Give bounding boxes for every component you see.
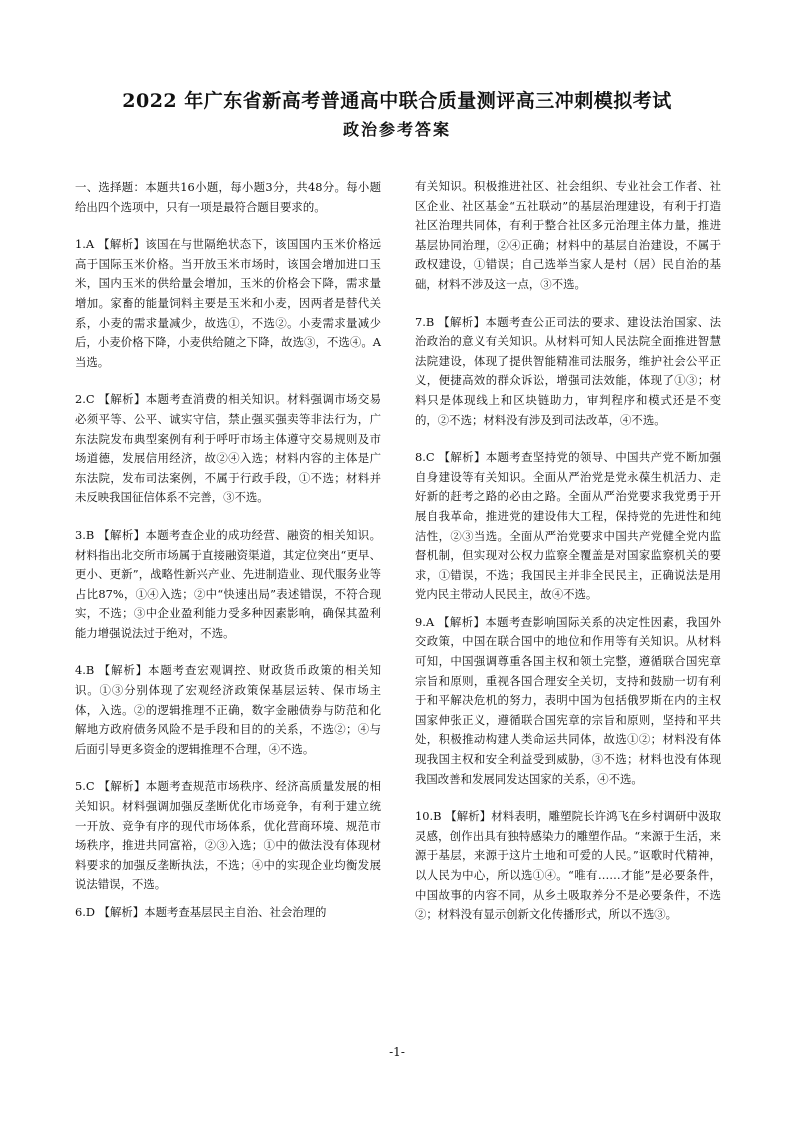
document-subtitle: 政治参考答案: [342, 120, 451, 139]
answer-item-3: 3.B 【解析】本题考查企业的成功经营、融资的相关知识。材料指出北交所市场属于直接融资渠道，其定位突出“更早、更小、更新”，战略性新兴产业、先进制造业、现代服务业等占比87%，①④入选；②中“快速出局”表述错误，不符合现实，不选；③中企业盈利能力受多种因素影响，确保其盈利能力增强说法过于绝对，不选。: [75, 527, 381, 640]
answer-item-2: 2.C 【解析】本题考查消费的相关知识。材料强调市场交易必须平等、公平、诚实守信，禁止强买强卖等非法行为，广东法院发布典型案例有利于呼吁市场主体遵守交易规则及市场道德，发展信用经济，故②④入选；材料内容的主体是广东法院，发布司法案例，不属于行政手段，①不选；材料并未反映我国征信体系不完善，③不选。: [75, 392, 381, 505]
answer-item-10: 10.B 【解析】材料表明，雕塑院长许鸿飞在乡村调研中汲取灵感，创作出具有独特感染力的雕塑作品。“来源于生活，来源于基层，来源于这片土地和可爱的人民。”讴歌时代精神，以人民为中心，所以选①④。“唯有……才能”是必要条件，中国故事的内容不同，从乡土吸取养分不是必要条件，不选②；材料没有显示创新文化传播形式，所以不选③。: [415, 809, 721, 922]
answer-item-5: 5.C 【解析】本题考查规范市场秩序、经济高质量发展的相关知识。材料强调加强反垄断优化市场竞争，有利于建立统一开放、竞争有序的现代市场体系，优化营商环境、规范市场秩序，推进共同富裕，②③入选；①中的做法没有体现材料要求的加强反垄断执法，不选；④中的实现企业均衡发展说法错误，不选。: [75, 779, 381, 892]
answer-item-8: 8.C 【解析】本题考查坚持党的领导、中国共产党不断加强自身建设等有关知识。全面从严治党是党永葆生机活力、走好新的赶考之路的必由之路。全面从严治党要求我党勇于开展自我革命，推进党的建设伟大工程，保持党的先进性和纯洁性，②③当选。全面从严治党要求中国共产党健全党内监督机制，但实现对公权力监察全覆盖是对国家监察机关的要求，①错误，不选；我国民主并非全民民主，正确说法是用党内民主带动人民民主，故④不选。: [415, 450, 721, 602]
answer-item-1: 1.A 【解析】该国在与世隔绝状态下，该国国内玉米价格远高于国际玉米价格。当开放玉米市场时，该国会增加进口玉米，国内玉米的供给量会增加，玉米的价格会下降，需求量增加。家畜的能量饲料主要是玉米和小麦，因两者是替代关系，小麦的需求量减少，故选①，不选②。小麦需求量减少后，小麦价格下降，小麦供给随之下降，故选③，不选④。A当选。: [75, 237, 381, 369]
answer-item-4: 4.B 【解析】本题考查宏观调控、财政货币政策的相关知识。①③分别体现了宏观经济政策保基层运转、保市场主体，入选。②的逻辑推理不正确，数字金融债券与防范和化解地方政府债务风险不是手段和目的的关系，不选②；④与后面引导更多资金的逻辑推理不合理，④不选。: [75, 663, 381, 756]
answer-item-6-continued: 有关知识。积极推进社区、社会组织、专业社会工作者、社区企业、社区基金“五社联动”的基层治理建设，有利于打造社区治理共同体，有利于整合社区多元治理主体力量，推进基层协同治理，②④正确；材料中的基层自治建设，不属于政权建设，①错误；自己选举当家人是村（居）民自治的基础，材料不涉及这一点，③不选。: [415, 179, 721, 291]
right-column: [415, 177, 721, 943]
answer-item-9: 9.A 【解析】本题考查影响国际关系的决定性因素，我国外交政策，中国在联合国中的地位和作用等有关知识。从材料可知，中国强调尊重各国主权和领土完整，遵循联合国宪章宗旨和原则，重视各国合理安全关切，支持和鼓励一切有利于和平解决危机的努力，表明中国为包括俄罗斯在内的主权国家伸张正义，遵循联合国宪章的宗旨和原则，坚持和平共处，积极推动构建人类命运共同体，故选①②；材料没有体现我国主权和安全利益受到威胁，③不选；材料也没有体现我国改善和发展同发达国家的关系，④不选。: [415, 614, 721, 786]
document-title: 2022 年广东省新高考普通高中联合质量测评高三冲刺模拟考试: [122, 90, 672, 112]
page-number: -1-: [389, 1045, 405, 1059]
section-intro: 一、选择题：本题共16小题，每小题3分，共48分。每小题给出四个选项中，只有一项是最符合题目要求的。: [75, 180, 381, 214]
answer-item-7: 7.B 【解析】本题考查公正司法的要求、建设法治国家、法治政治的意义有关知识。从材料可知人民法院全面推进智慧法院建设，体现了提供智能精准司法服务，维护社会公平正义，便捷高效的群众诉讼，增强司法效能，体现了①③；材料只是体现线上和区块链助力，审判程序和模式还是不变的，②不选；材料没有涉及到司法改革，④不选。: [415, 314, 721, 427]
answer-item-6-start: 6.D 【解析】本题考查基层民主自治、社会治理的: [75, 905, 327, 919]
left-column: [75, 178, 381, 941]
